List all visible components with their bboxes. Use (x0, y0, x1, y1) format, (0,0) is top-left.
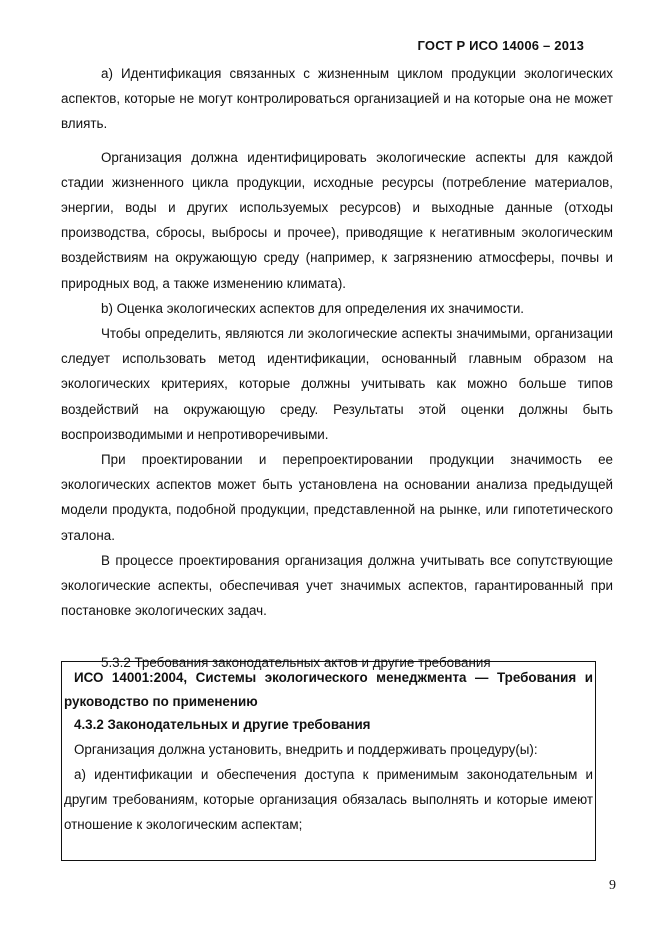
document-header: ГОСТ Р ИСО 14006 – 2013 (417, 38, 584, 53)
standard-intro: Организация должна установить, внедрить и поддерживать процедуру(ы): (74, 741, 538, 757)
paragraph-process: В процессе проектирования организация должна учитывать все сопутствующие экологические аспекты, обеспечивая учет значимых аспектов, гарантированный при постановке экологических задач. (61, 552, 613, 619)
paragraph-design: При проектировании и перепроектировании продукции значимость ее экологических аспектов может быть установлена на основании анализа предыдущей модели продукта, подобной продукции, представленной на рынке, или гипотетического эталона. (61, 452, 613, 543)
paragraph-item-a: а) Идентификация связанных с жизненным циклом продукции экологических аспектов, которые не могут контролироваться организацией и на которые она не может влиять. (61, 66, 613, 132)
standard-quote-box (61, 661, 596, 861)
page-number: 9 (609, 878, 616, 893)
page-body (61, 61, 613, 673)
section-heading: 5.3.2 Требования законодательных актов и другие требования (101, 655, 491, 671)
standard-item-a: а) идентификации и обеспечения доступа к применимым законодательным и другим требованиям, которые организация обязалась выполнять и которые имеют отношение к экологическим аспектам; (64, 766, 593, 832)
standard-title: ИСО 14001:2004, Системы экологического менеджмента — Требования и руководство по применению (64, 670, 593, 709)
standard-clause: 4.3.2 Законодательных и другие требования (74, 717, 371, 732)
paragraph-item-b: b) Оценка экологических аспектов для определения их значимости. (101, 300, 525, 316)
paragraph-significance: Чтобы определить, являются ли экологические аспекты значимыми, организации следует использовать метод идентификации, основанный главным образом на экологических критериях, которые должны учитывать как можно больше типов воздействий на окружающую среду. Результаты этой оценки должны быть воспроизводимыми и непротиворечивыми. (61, 326, 613, 442)
paragraph-identification: Организация должна идентифицировать экологические аспекты для каждой стадии жизненного цикла продукции, исходные ресурсы (потребление материалов, энергии, воды и других используемых ресурсов) и выходные данные (отходы производства, сбросы, выбросы и прочее), приводящие к негативным экологическим воздействиям на окружающую среду (например, к загрязнению атмосферы, почвы и природных вод, а также изменению климата). (61, 149, 613, 291)
